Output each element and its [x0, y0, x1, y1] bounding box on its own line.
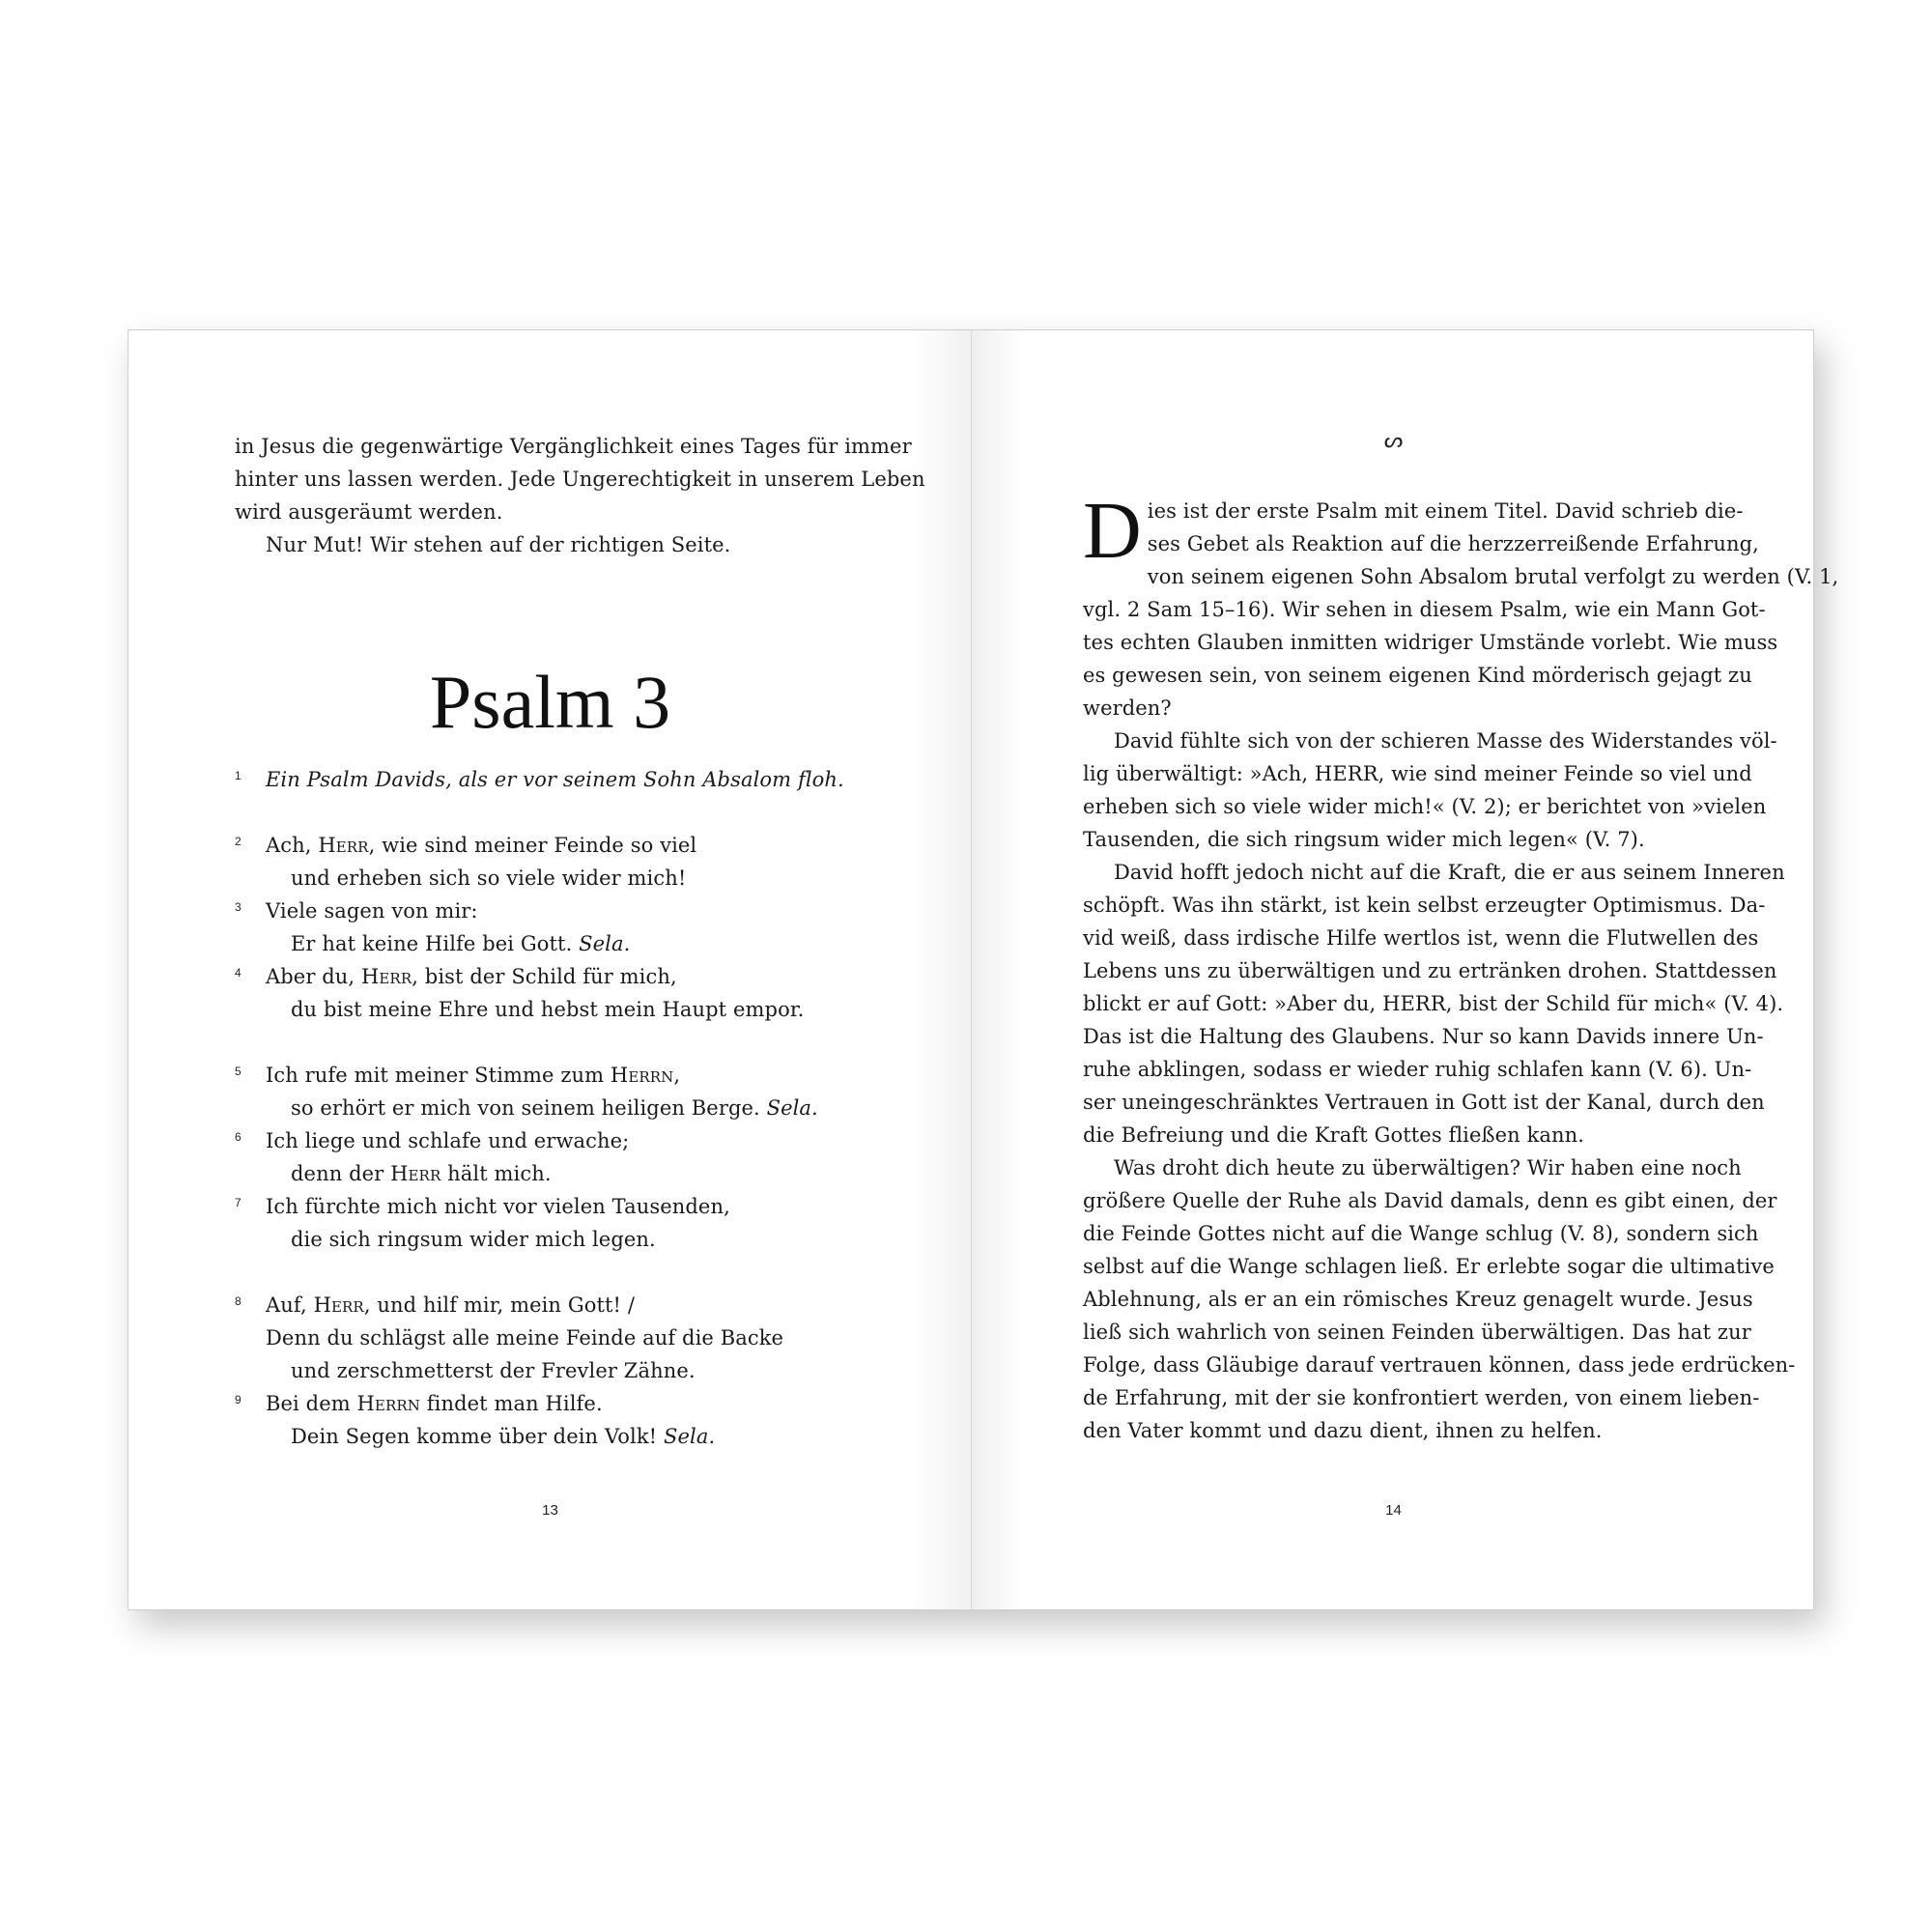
text-line: Das ist die Haltung des Glaubens. Nur so kann Davids innere Un-: [1083, 1025, 1764, 1048]
verse-9-cont: [235, 1420, 930, 1453]
verse-number: 6: [235, 1130, 242, 1144]
text-line: ies ist der erste Psalm mit einem Titel. David schrieb die-: [1147, 499, 1744, 523]
verse-text: Ich liege und schlafe und erwache;: [266, 1129, 630, 1152]
psalm-title: Psalm 3: [429, 660, 671, 744]
verse-text: die sich ringsum wider mich legen.: [291, 1228, 656, 1251]
intro-text: [235, 430, 925, 561]
intro-line: Nur Mut! Wir stehen auf der richtigen Seite.: [266, 533, 731, 556]
psalm-verses: [235, 763, 930, 1453]
verse-number: 9: [235, 1393, 242, 1406]
text-line: größere Quelle der Ruhe als David damals, denn es gibt einen, der: [1083, 1189, 1777, 1212]
text-line: ließ sich wahrlich von seinen Feinden überwältigen. Das hat zur: [1083, 1321, 1751, 1344]
lord-name: Herr: [360, 965, 412, 988]
verse-text: du bist meine Ehre und hebst mein Haupt empor.: [291, 998, 805, 1021]
text-line: Was droht dich heute zu überwältigen? Wir haben eine noch: [1114, 1156, 1742, 1179]
text-line: ruhe abklingen, sodass er wieder ruhig schlafen kann (V. 6). Un-: [1083, 1058, 1752, 1081]
text-line: die Befreiung und die Kraft Gottes fließen kann.: [1083, 1123, 1585, 1147]
text-line: die Feinde Gottes nicht auf die Wange schlug (V. 8), sondern sich: [1083, 1222, 1759, 1245]
text-line: Lebens uns zu überwältigen und zu ertränken drohen. Stattdessen: [1083, 959, 1777, 982]
verse-text: und zerschmetterst der Frevler Zähne.: [291, 1359, 696, 1382]
verse-2-cont: [235, 862, 930, 895]
text-line: blickt er auf Gott: »Aber du, HERR, bist der Schild für mich« (V. 4).: [1083, 992, 1784, 1015]
verse-5: [235, 1059, 930, 1092]
text-line: selbst auf die Wange schlagen ließ. Er erlebte sogar die ultimative: [1083, 1255, 1775, 1278]
text-line: schöpft. Was ihn stärkt, ist kein selbst erzeugter Optimismus. Da-: [1083, 894, 1766, 917]
verse-number: 2: [235, 835, 242, 848]
left-page: [128, 329, 971, 1610]
text-line: den Vater kommt und dazu dient, ihnen zu helfen.: [1083, 1419, 1603, 1442]
verse-1: [235, 763, 930, 796]
lord-name: Herr: [318, 834, 369, 857]
verse-number: 1: [235, 769, 242, 782]
text-line: ses Gebet als Reaktion auf die herzzerreißende Erfahrung,: [1147, 532, 1759, 555]
verse-text: so erhört er mich von seinem heiligen Berge. Sela.: [291, 1096, 818, 1120]
devotional-text: [1083, 486, 1839, 1447]
verse-4-cont: [235, 993, 930, 1026]
right-page: [971, 329, 1839, 1610]
verse-number: 7: [235, 1196, 242, 1209]
verse-text: Ich rufe mit meiner Stimme zum Herrn,: [266, 1064, 681, 1087]
verse-2: [235, 829, 930, 862]
intro-line: in Jesus die gegenwärtige Vergänglichkeit eines Tages für immer: [235, 435, 912, 458]
verse-8-line2: [235, 1321, 930, 1354]
verse-3: [235, 895, 930, 927]
text-line: von seinem eigenen Sohn Absalom brutal verfolgt zu werden (V. 1,: [1147, 565, 1839, 588]
page-number-right: 14: [1385, 1502, 1402, 1519]
intro-line: hinter uns lassen werden. Jede Ungerechtigkeit in unserem Leben: [235, 468, 925, 491]
verse-3-cont: [235, 927, 930, 960]
verse-text: Ich fürchte mich nicht vor vielen Tausenden,: [266, 1195, 730, 1218]
verse-text: Ein Psalm Davids, als er vor seinem Sohn Absalom floh.: [266, 768, 844, 791]
paragraph-2: [1083, 724, 1777, 856]
verse-text: denn der Herr hält mich.: [291, 1162, 552, 1185]
text-line: Tausenden, die sich ringsum wider mich legen« (V. 7).: [1083, 828, 1645, 851]
verse-8: [235, 1289, 930, 1321]
text-line: ser uneingeschränktes Vertrauen in Gott ist der Kanal, durch den: [1083, 1091, 1765, 1114]
verse-text: Er hat keine Hilfe bei Gott. Sela.: [291, 932, 631, 955]
paragraph-3: [1083, 856, 1785, 1151]
verse-9: [235, 1387, 930, 1420]
paragraph-4: [1083, 1151, 1796, 1447]
verse-number: 4: [235, 966, 242, 980]
verse-text: Aber du, Herr, bist der Schild für mich,: [266, 965, 677, 988]
text-line: werden?: [1083, 696, 1172, 720]
page-number-left: 13: [542, 1502, 558, 1519]
lord-name: Herrn: [610, 1064, 674, 1087]
verse-7: [235, 1190, 930, 1223]
verse-text: und erheben sich so viele wider mich!: [291, 867, 687, 890]
text-line: Ablehnung, als er an ein römisches Kreuz genagelt wurde. Jesus: [1083, 1288, 1753, 1311]
verse-8-cont: [235, 1354, 930, 1387]
sela: Sela.: [766, 1096, 818, 1120]
sela: Sela.: [579, 932, 631, 955]
text-line: vgl. 2 Sam 15–16). Wir sehen in diesem Psalm, wie ein Mann Got-: [1083, 598, 1766, 621]
verse-6-cont: [235, 1157, 930, 1190]
sela: Sela.: [664, 1425, 716, 1448]
verse-text: Viele sagen von mir:: [266, 899, 478, 923]
ornament-icon: ᔕ: [1383, 429, 1404, 453]
paragraph-1: [1083, 486, 1839, 724]
text-line: erheben sich so viele wider mich!« (V. 2); er berichtet von »vielen: [1083, 795, 1767, 818]
text-line: David hofft jedoch nicht auf die Kraft, die er aus seinem Inneren: [1114, 861, 1785, 884]
text-line: David fühlte sich von der schieren Masse des Widerstandes völ-: [1114, 729, 1777, 753]
drop-cap: D: [1083, 486, 1142, 576]
text-line: vid weiß, dass irdische Hilfe wertlos ist, wenn die Flutwellen des: [1083, 926, 1759, 950]
lord-name: Herr: [390, 1162, 441, 1185]
verse-7-cont: [235, 1223, 930, 1256]
verse-number: 8: [235, 1294, 242, 1308]
text-line: es gewesen sein, von seinem eigenen Kind mörderisch gejagt zu: [1083, 664, 1752, 687]
verse-text: Auf, Herr, und hilf mir, mein Gott! /: [266, 1293, 636, 1317]
verse-4: [235, 960, 930, 993]
verse-6: [235, 1124, 930, 1157]
verse-text: Denn du schlägst alle meine Feinde auf die Backe: [266, 1326, 784, 1350]
verse-text: Ach, Herr, wie sind meiner Feinde so viel: [266, 834, 697, 857]
verse-number: 5: [235, 1065, 242, 1078]
verse-5-cont: [235, 1092, 930, 1124]
lord-name: Herr: [313, 1293, 364, 1317]
text-line: de Erfahrung, mit der sie konfrontiert werden, von einem lieben-: [1083, 1386, 1760, 1409]
intro-line: wird ausgeräumt werden.: [235, 500, 503, 524]
text-line: Folge, dass Gläubige darauf vertrauen können, dass jede erdrücken-: [1083, 1353, 1796, 1377]
book-spread: [128, 329, 1839, 1610]
verse-text: Bei dem Herrn findet man Hilfe.: [266, 1392, 603, 1415]
text-line: tes echten Glauben inmitten widriger Umstände vorlebt. Wie muss: [1083, 631, 1778, 654]
verse-text: Dein Segen komme über dein Volk! Sela.: [291, 1425, 716, 1448]
text-line: lig überwältigt: »Ach, HERR, wie sind meiner Feinde so viel und: [1083, 762, 1752, 785]
verse-number: 3: [235, 900, 242, 914]
lord-name: Herrn: [356, 1392, 420, 1415]
